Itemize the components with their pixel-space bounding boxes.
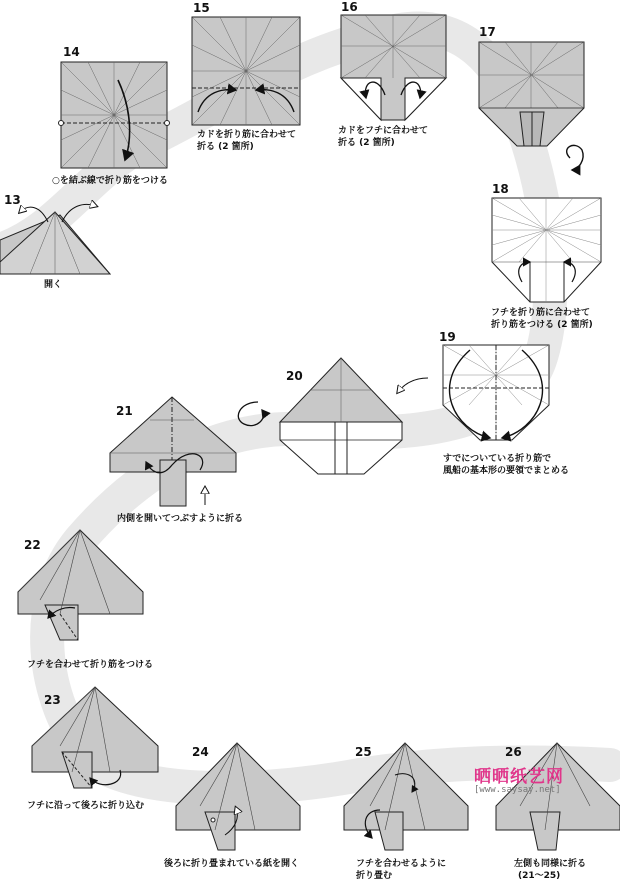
step-21-caption: 内側を開いてつぶすように折る (117, 514, 244, 524)
step-19-number: 19 (439, 330, 456, 344)
step-15-diagram (192, 17, 300, 125)
step-22-caption: フチを合わせて折り筋をつける (27, 660, 154, 670)
step-23-caption: フチに沿って後ろに折り込む (27, 801, 145, 811)
step-14-number: 14 (63, 45, 80, 59)
step-13-caption: 開く (44, 280, 63, 290)
step-22-number: 22 (24, 538, 41, 552)
step-16-caption: カドをフチに合わせて 折る (2 箇所) (338, 126, 429, 148)
step-23-number: 23 (44, 693, 61, 707)
step-16-number: 16 (341, 0, 358, 14)
step-15-number: 15 (193, 1, 210, 15)
step-18-diagram (492, 198, 601, 302)
step-19-caption: すでについている折り筋で 風船の基本形の要領でまとめる (443, 454, 570, 476)
step-25-caption: フチを合わせるように 折り畳む (356, 859, 447, 881)
step-18-number: 18 (492, 182, 509, 196)
watermark-url: [www.saysay.net] (474, 785, 561, 795)
step-24-number: 24 (192, 745, 209, 759)
step-26-caption: 左側も同様に折る (21〜25) (514, 859, 587, 881)
step-26-number: 26 (505, 745, 522, 759)
step-18-caption: フチを折り筋に合わせて 折り筋をつける (2 箇所) (491, 308, 593, 330)
step-16-diagram (341, 15, 446, 120)
watermark-title: 晒晒纸艺网 (474, 767, 564, 787)
step-15-caption: カドを折り筋に合わせて 折る (2 箇所) (197, 130, 297, 152)
step-24-diagram (176, 743, 300, 850)
step-13-number: 13 (4, 193, 21, 207)
step-20-number: 20 (286, 369, 303, 383)
site-watermark (474, 762, 564, 795)
step-25-number: 25 (355, 745, 372, 759)
step-13-diagram (0, 204, 110, 274)
step-14-diagram (59, 62, 170, 168)
step-24-caption: 後ろに折り畳まれている紙を開く (164, 859, 300, 869)
step-14-caption: ○を結ぶ線で折り筋をつける (52, 176, 168, 186)
step-20-diagram (238, 358, 402, 474)
step-21-number: 21 (116, 404, 133, 418)
step-17-number: 17 (479, 25, 496, 39)
